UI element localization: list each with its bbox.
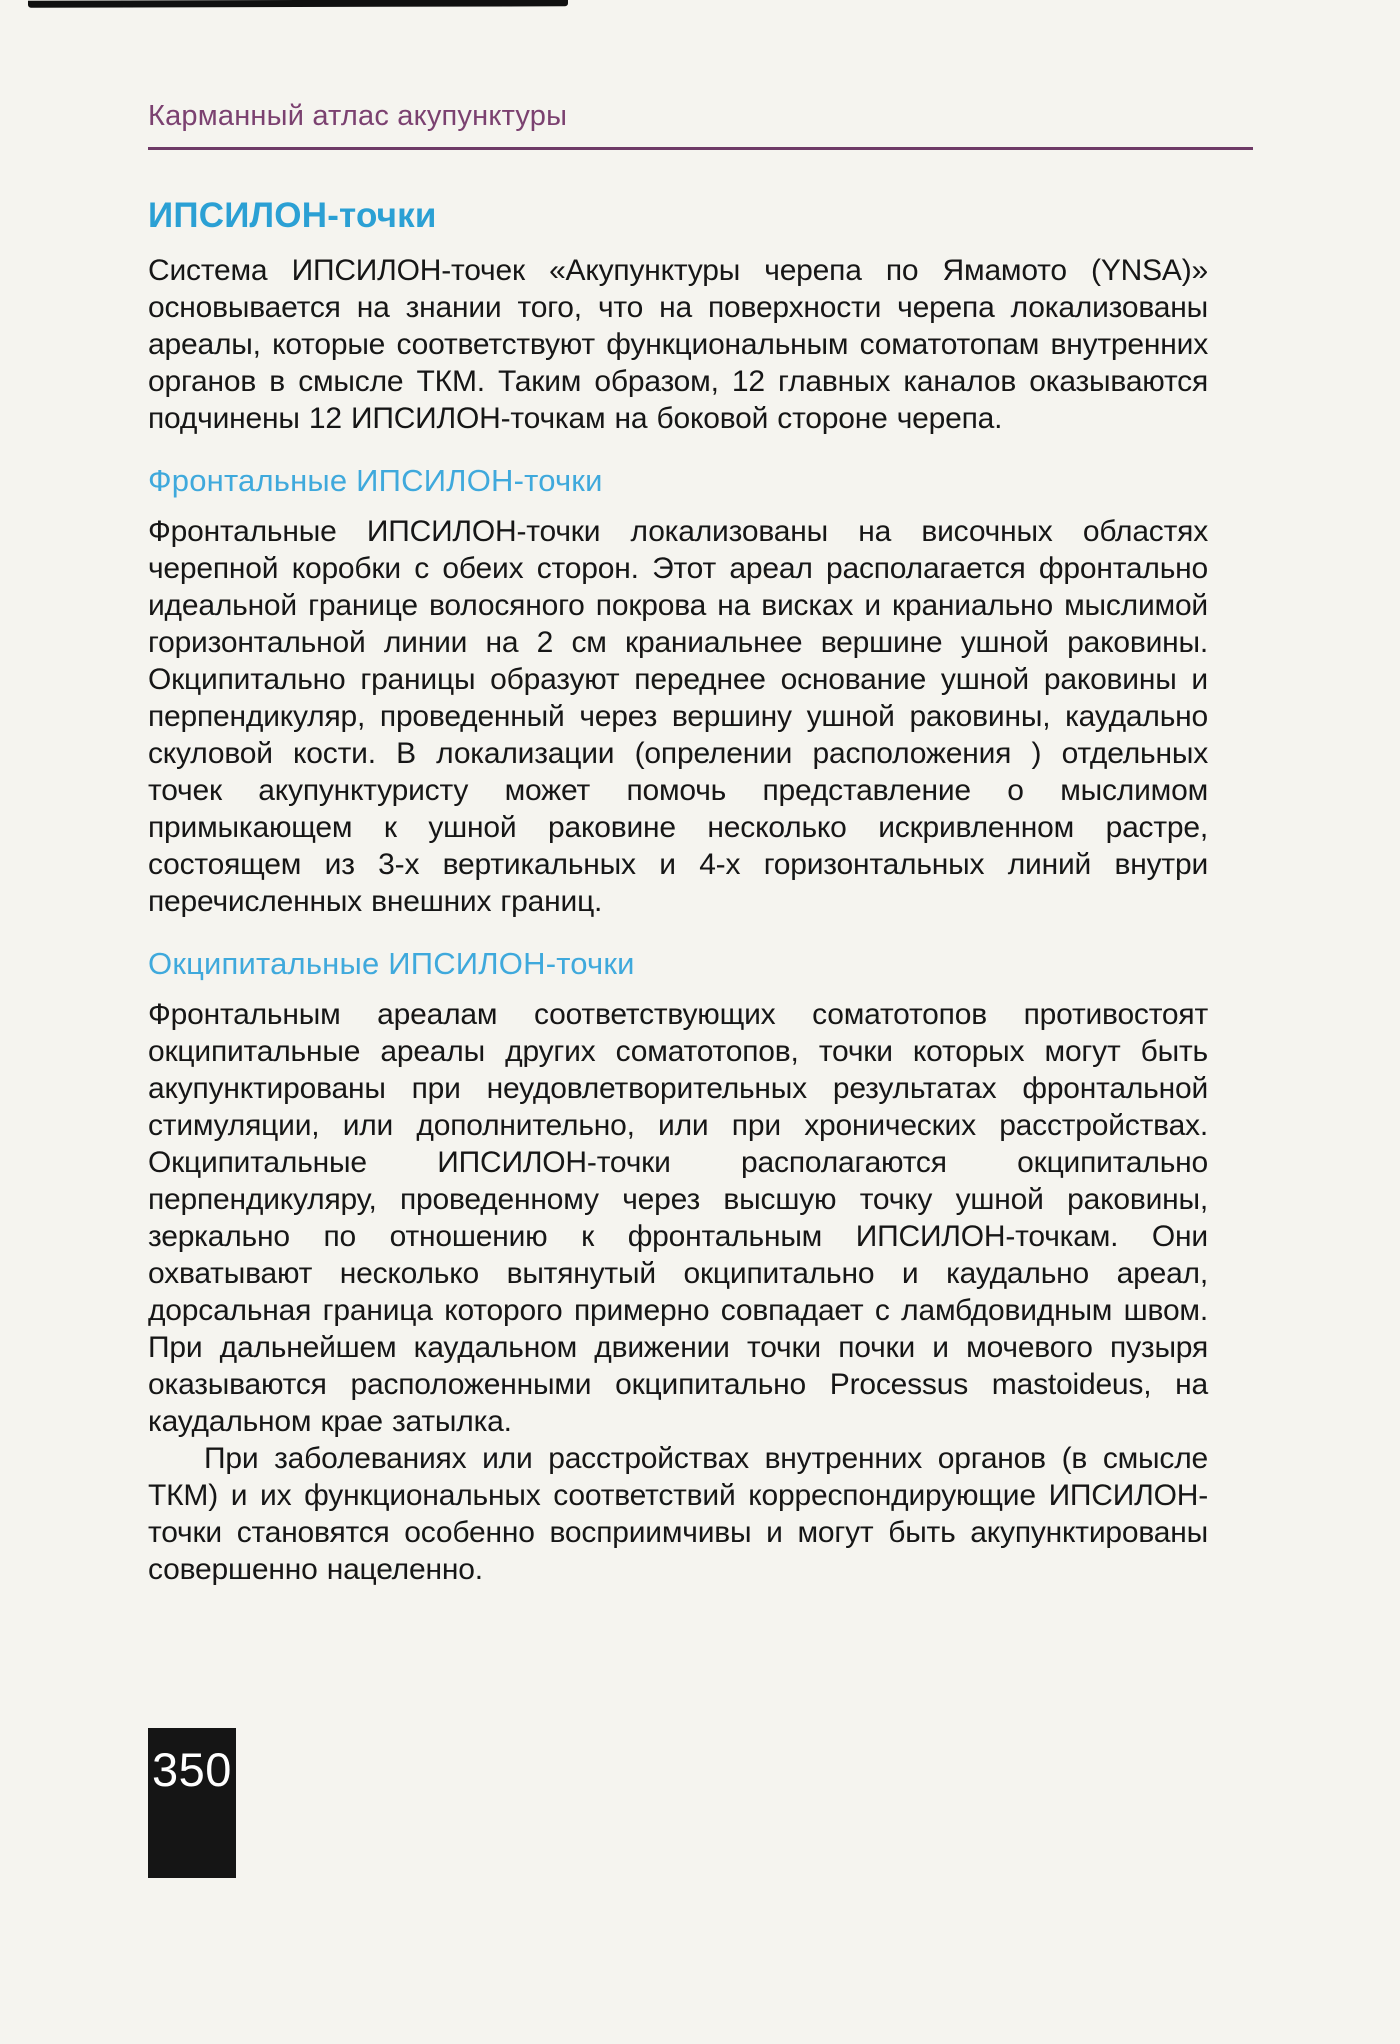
page-content [148,100,1208,1588]
subheading-occipital-points: Окципитальные ИПСИЛОН-точки [148,946,635,981]
page-number-box [148,1728,236,1878]
occipital-points-paragraph: Фронтальным ареалам соответствующих соматотопов противостоят окципитальные ареалы других соматотопов, точки которых могут быть акупунктированы при неудовлетворительных результатах фронтальной стимуляции, или дополнительно, или при хронических расстройствах. Окципитальные ИПСИЛОН-точки располагаются окципитально перпендикуляру, проведенному через высшую точку ушной раковины, зеркально по отношению к фронтальным ИПСИЛОН-точкам. Они охватывают несколько вытянутый окципитально и каудально ареал, дорсальная граница которого примерно совпадает с ламбдовидным швом. При дальнейшем каудальном движении точки почки и мочевого пузыря оказываются расположенными окципитально Processus mastoideus, на каудальном крае затылка. [148,998,1208,1438]
scan-artifact [28,0,568,8]
page-number: 350 [152,1743,232,1796]
header-rule [148,147,1253,150]
closing-paragraph: При заболеваниях или расстройствах внутренних органов (в смысле ТКМ) и их функциональных соответствий корреспондирующие ИПСИЛОН-точки становятся особенно восприимчивы и могут быть акупунктированы совершенно нацеленно. [148,1442,1208,1586]
main-heading: ИПСИЛОН-точки [148,196,437,235]
intro-paragraph: Система ИПСИЛОН-точек «Акупунктуры черепа по Ямамото (YNSA)» основывается на знании того, что на поверхности черепа локализованы ареалы, которые соответствуют функциональным соматотопам внутренних органов в смысле ТКМ. Таким образом, 12 главных каналов оказываются подчинены 12 ИПСИЛОН-точкам на боковой стороне черепа. [148,254,1208,435]
running-header: Карманный атлас акупунктуры [148,100,568,132]
frontal-points-paragraph: Фронтальные ИПСИЛОН-точки локализованы на височных областях черепной коробки с обеих сторон. Этот ареал располагается фронтально идеальной границе волосяного покрова на висках и краниально мыслимой горизонтальной линии на 2 см краниальнее вершине ушной раковины. Окципитально границы образуют переднее основание ушной раковины и перпендикуляр, проведенный через вершину ушной раковины, каудально скуловой кости. В локализации (опрелении расположения ) отдельных точек акупунктуристу может помочь представление о мыслимом примыкающем к ушной раковине несколько искривленном растре, состоящем из 3-х вертикальных и 4-х горизонтальных линий внутри перечисленных внешних границ. [148,515,1208,918]
subheading-frontal-points: Фронтальные ИПСИЛОН-точки [148,463,603,498]
